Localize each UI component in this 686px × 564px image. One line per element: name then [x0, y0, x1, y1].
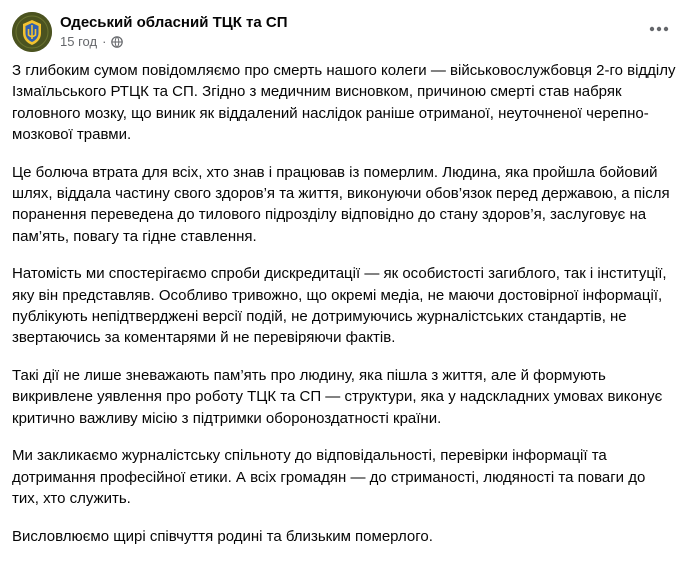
post-header — [12, 12, 674, 52]
post-paragraph: Ми закликаємо журналістську спільноту до відповідальності, перевірки інформації та дотримання професійної етики. А всіх громадян — до стриманості, людяності та поваги до тих, хто служить. — [12, 447, 646, 508]
more-horizontal-icon — [649, 26, 669, 32]
meta-separator: · — [102, 34, 107, 49]
post-paragraph: Натомість ми спостерігаємо спроби дискредитації — як особистості загиблого, так і інституції, яку він представляв. Особливо тривожно, що окремі медіа, не маючи достовірної інформації, публікують непідтверджені версії подій, не дотримуючись журналістських стандартів, не звертаючись за коментарями й не перевіряючи фактів. — [12, 265, 667, 347]
post-paragraph: Такі дії не лише зневажають пам’ять про людину, яка пішла з життя, але й формують викривлене уявлення про роботу ТЦК та СП — структури, яка у надскладних умовах виконує критично важливу місію з підтримки обороноздатності країни. — [12, 367, 663, 427]
post-meta — [60, 34, 123, 49]
globe-icon — [111, 36, 123, 48]
avatar[interactable] — [12, 12, 52, 52]
military-emblem-icon — [12, 12, 52, 52]
post-paragraph: Це болюча втрата для всіх, хто знав і працював із померлим. Людина, яка пройшла бойовий шлях, віддала частину свого здоров’я та життя, виконуючи обов’язок перед державою, а після поранення переведена до тилового підрозділу відповідно до стану здоров’я, заслуговує на пам’ять, повагу та гідне ставлення. — [12, 163, 670, 245]
post-time[interactable]: 15 год — [60, 34, 98, 49]
more-options-button[interactable] — [644, 14, 674, 44]
post-author[interactable]: Одеський обласний ТЦК та СП — [60, 14, 288, 31]
post-paragraph: З глибоким сумом повідомляємо про смерть нашого колеги — військовослужбовця 2-го відділу Ізмаїльського РТЦК та СП. Згідно з медичним висновком, причиною смерті став набряк головного мозку, що виник як віддалений наслідок раніше отриманої, неуточненої черепно-мозкової травми. — [12, 62, 676, 143]
post-paragraph: Висловлюємо щирі співчуття родині та близьким померлого. — [12, 527, 433, 545]
post-text — [12, 60, 676, 564]
